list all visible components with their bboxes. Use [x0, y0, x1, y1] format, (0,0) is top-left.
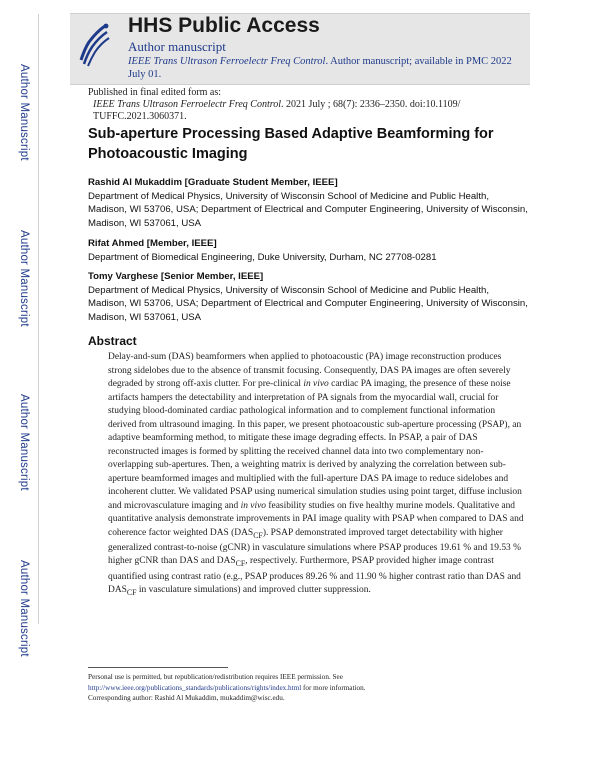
side-label-4: Author Manuscript [18, 560, 30, 657]
author-1 [88, 176, 528, 230]
side-label-1: Author Manuscript [18, 64, 30, 161]
published-intro: Published in final edited form as: [88, 87, 222, 98]
author-name: Rashid Al Mukaddim [Graduate Student Member, IEEE] [88, 177, 338, 188]
footnote-divider [88, 667, 228, 668]
journal-availability [128, 55, 526, 81]
permission-note: Personal use is permitted, but republication/redistribution requires IEEE permission. See http://www.ieee.org/publications_standards/publications/rights/index.html for more information. [88, 673, 366, 692]
article-title: Sub-aperture Processing Based Adaptive Beamforming for Photoacoustic Imaging [88, 126, 494, 162]
citation-details: . 2021 July ; 68(7): 2336–2350. doi:10.1109/ TUFFC.2021.3060371. [93, 99, 461, 122]
author-name: Tomy Varghese [Senior Member, IEEE] [88, 271, 264, 282]
citation [93, 99, 523, 123]
author-manuscript-label: Author manuscript [128, 39, 226, 54]
citation-journal: IEEE Trans Ultrason Ferroelectr Freq Control [93, 99, 282, 110]
side-label-3: Author Manuscript [18, 394, 30, 491]
corresponding-author: Corresponding author: Rashid Al Mukaddim, mukaddim@wisc.edu. [88, 694, 285, 702]
author-affiliation: Department of Medical Physics, University of Wisconsin School of Medicine and Public Health, Madison, WI 53706, USA; Department of Electrical and Computer Engineering, University of Wisconsin, Madison, WI 537061, USA [88, 190, 528, 229]
side-divider [38, 14, 39, 624]
author-affiliation: Department of Biomedical Engineering, Duke University, Durham, NC 27708-0281 [88, 251, 437, 263]
author-affiliation: Department of Medical Physics, University of Wisconsin School of Medicine and Public Health, Madison, WI 53706, USA; Department of Electrical and Computer Engineering, University of Wisconsin, Madison, WI 537061, USA [88, 284, 528, 323]
author-name: Rifat Ahmed [Member, IEEE] [88, 238, 217, 249]
hhs-eagle-logo-icon [75, 20, 115, 70]
author-2 [88, 237, 528, 264]
availability-text: . Author manuscript; available in PMC 2022 July 01. [128, 56, 512, 80]
abstract-heading: Abstract [88, 334, 137, 348]
journal-name: IEEE Trans Ultrason Ferroelectr Freq Control [128, 56, 326, 67]
hhs-public-access-title: HHS Public Access [128, 14, 320, 37]
side-label-2: Author Manuscript [18, 230, 30, 327]
rights-link[interactable]: http://www.ieee.org/publications_standards/publications/rights/index.html [88, 683, 302, 692]
abstract-text: Delay-and-sum (DAS) beamformers when applied to photoacoustic (PA) image reconstruction produces strong sidelobes due to the absence of transmit focusing. Consequently, DAS PA images are often severely degraded by strong off-axis clutter. For pre-clinical in vivo cardiac PA imaging, the presence of these noise artifacts hampers the detectability and interpretation of PA signals from the myocardial wall, crucial for studying blood-dominated cardiac pathological information and to complement functional information derived from ultrasound imaging. In this paper, we present photoacoustic sub-aperture processing (PSAP), an adaptive beamforming method, to mitigate these image degrading effects. In PSAP, a pair of DAS reconstructed images is formed by splitting the received channel data into two complementary non-overlapping sub-apertures. Then, a weighting matrix is derived by analyzing the correlation between sub-aperture beamformed images and multiplied with the full-aperture DAS PA image to reduce sidelobes and incoherent clutter. We validated PSAP using numerical simulation studies using point target, diffuse inclusion and microvasculature imaging and in vivo feasibility studies on five healthy murine models. Qualitative and quantitative analysis demonstrate improvements in PAI image quality with PSAP when compared to DAS and coherence factor weighted DAS $(DAS_{CF})$. PSAP demonstrated improved target detectability with higher generalized contrast-to-noise (gCNR) in vasculature simulations where PSAP produces 19.61 % and 19.53 % higher gCNR than DAS and $DAS_{CF}$, respectively. Furthermore, PSAP provided higher image contrast quantified using contrast ratio (e.g., PSAP produces 89.26 % and 11.90 % higher contrast ratio than DAS and $DAS_{CF}$ in vasculature simulations) and improved clutter suppression. [108, 352, 524, 598]
footnote [88, 672, 518, 704]
author-3 [88, 270, 528, 324]
